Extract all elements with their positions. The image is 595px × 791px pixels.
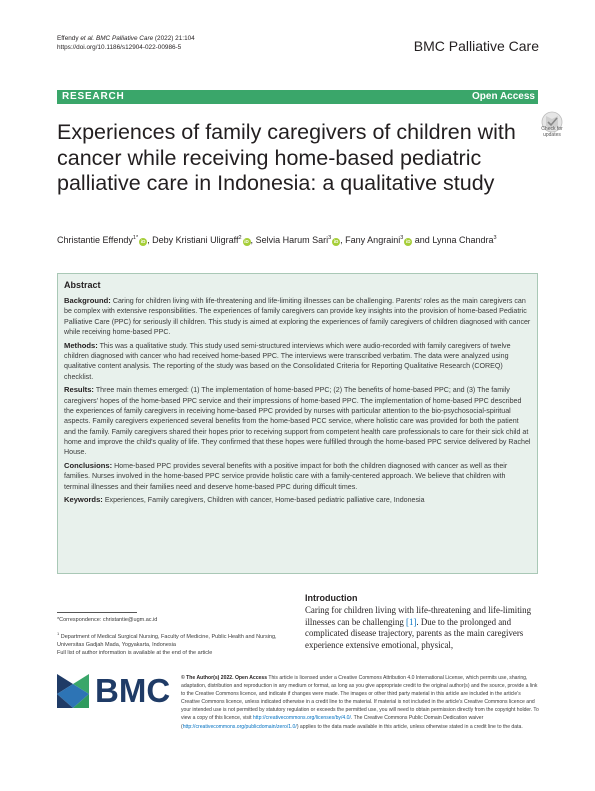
abstract-section-text: This was a qualitative study. This study used semi-structured interviews which were audio-recorded with family caregivers of twelve children diagnosed with cancer who had received home-based PPC. The interviews were transcribed verbatim. The data were analyzed using qualitative content analysis. The reporting of the study was based on the Consolidated Criteria for Reporting Qualitative Research (COREQ) checklist. bbox=[64, 341, 511, 381]
abstract-keywords bbox=[64, 495, 531, 505]
author-separator: and bbox=[412, 235, 433, 245]
abstract-conclusions bbox=[64, 461, 531, 492]
abstract-section-label: Keywords: bbox=[64, 495, 103, 505]
author-name[interactable]: Christantie Effendy bbox=[57, 235, 133, 245]
open-access-label: Open Access bbox=[472, 91, 535, 102]
author-separator: , bbox=[250, 235, 256, 245]
author-info-note: Full list of author information is available at the end of the article bbox=[57, 650, 213, 657]
doi-link[interactable]: https://doi.org/10.1186/s12904-022-00986-5 bbox=[57, 44, 182, 51]
introduction-text: Caring for children living with life-threatening and life-limiting illnesses can be challenging bbox=[305, 605, 532, 627]
affiliation-text: Department of Medical Surgical Nursing, Faculty of Medicine, Public Health and Nursing, Universitas Gadjah Mada, Yogyakarta, Indonesia bbox=[57, 633, 277, 649]
abstract-section-label: Conclusions: bbox=[64, 460, 113, 470]
abstract-methods bbox=[64, 341, 531, 382]
abstract-heading: Abstract bbox=[64, 280, 101, 290]
public-domain-link[interactable]: http://creativecommons.org/publicdomain/zero/1.0/ bbox=[182, 723, 297, 730]
author-affiliation-sup: 3 bbox=[400, 235, 404, 241]
license-body: This article is licensed under a Creative Commons Attribution 4.0 International License, which permits use, sharing, adaptation, distribution and reproduction in any medium or format, as long as you give appropriate credit to the original author(s) and the source, provide a link to the Creative Commons licence, and indicate if changes were made. The images or other third party material in this article are included in the article's Creative Commons licence, unless indicated otherwise in a credit line to the material. If material is not included in the article's Creative Commons licence and your intended use is not permitted by statutory regulation or exceeds the permitted use, you will need to obtain permission directly from the copyright holder. To view a copy of this licence, visit bbox=[181, 675, 539, 722]
citation-header bbox=[57, 34, 195, 52]
footnote-divider bbox=[57, 612, 137, 613]
affiliation-sup: 1 bbox=[57, 631, 60, 636]
bmc-logo-text: BMC bbox=[95, 672, 171, 709]
abstract-box bbox=[57, 273, 538, 574]
article-type-label: RESEARCH bbox=[62, 91, 125, 102]
author-affiliation-sup: 1* bbox=[132, 235, 139, 241]
author-affiliation-sup: 3 bbox=[493, 235, 497, 241]
abstract-section-text: Caring for children living with life-threatening and life-limiting illnesses can be challenging. Parents' roles as the main caregivers can be complex with extensive responsibilities. The experiences of family caregivers can provide key insights into the provision of home-based Pediatric Palliative Care (PPC) for seriously ill children. This study is aimed at exploring the experiences of family caregivers of children diagnosed with cancer while receiving home-based PPC. bbox=[64, 297, 531, 336]
author-name[interactable]: Deby Kristiani Uligraff bbox=[152, 235, 239, 245]
license-body: ) applies to the data made available in this article, unless otherwise stated in a credit line to the data. bbox=[296, 723, 523, 730]
abstract-background bbox=[64, 296, 531, 337]
abstract-section-text: Home-based PPC provides several benefits with a positive impact for both the children diagnosed with cancer as well as their families. Nurses involved in the home-based PPC service provide holistic care with a family-centered approach. We believe that children with terminal illnesses and their families need and deserve home-based PPC during difficult times. bbox=[64, 461, 508, 491]
citation-journal: et al. BMC Palliative Care bbox=[80, 35, 154, 42]
citation-line bbox=[57, 34, 195, 43]
abstract-section-label: Methods: bbox=[64, 340, 98, 350]
license-copyright: © The Author(s) 2022. Open Access bbox=[181, 675, 268, 681]
section-band bbox=[57, 90, 538, 104]
license-body: . The Creative Commons Public Domain Dedication waiver ( bbox=[181, 715, 484, 730]
author-name[interactable]: Lynna Chandra bbox=[432, 235, 494, 245]
citation-link[interactable]: [1] bbox=[406, 616, 417, 627]
orcid-icon[interactable]: iD bbox=[244, 239, 249, 244]
abstract-section-label: Results: bbox=[64, 385, 94, 395]
introduction-text: . Due to the prolonged and complicated disease trajectory, parents as the main caregivers experience extensive emotional, physical, bbox=[305, 616, 524, 650]
license-link[interactable]: http://creativecommons.org/licenses/by/4.0/ bbox=[252, 715, 351, 722]
abstract-section-label: Background: bbox=[64, 296, 111, 305]
author-affiliation-sup: 3 bbox=[328, 235, 332, 241]
abstract-results bbox=[64, 385, 531, 457]
check-for-updates-label: Check for updates bbox=[541, 126, 563, 138]
abstract-section-text: Three main themes emerged: (1) The implementation of home-based PPC; (2) The benefits of home-based PPC; and (3) The family caregivers' hopes of the home-based PPC service and their impressions of home-based PPC. The implementation of home-based PPC described the experiences of family caregivers in receiving home-based PPC provided by nurses with particular attention to the bio-psychosocial-spiritual aspects. Family caregivers experienced several benefits from the home-based PCC service, where holistic care was provided for both the patient and the family. Family caregivers shared their hopes prior to receiving support from competent health care professionals to care for their sick child at home and improve the child's quality of life. They confirmed that these hopes were fulfilled through the home-based PPC service delivered by Rachel House. bbox=[64, 386, 531, 457]
correspondence-note: *Correspondence: christantie@ugm.ac.id bbox=[57, 617, 158, 623]
author-separator: , bbox=[147, 235, 153, 245]
journal-name: BMC Palliative Care bbox=[413, 38, 539, 54]
citation-year-volume: (2022) 21:104 bbox=[153, 35, 195, 42]
bmc-logo bbox=[57, 674, 177, 708]
orcid-icon[interactable]: iD bbox=[333, 239, 339, 244]
introduction-paragraph bbox=[305, 605, 538, 651]
introduction-heading: Introduction bbox=[305, 593, 358, 603]
abstract-section-text: Experiences, Family caregivers, Children with cancer, Home-based pediatric palliative care, Indonesia bbox=[104, 496, 425, 505]
affiliation-note bbox=[57, 630, 292, 657]
author-name[interactable]: Selvia Harum Sari bbox=[255, 235, 329, 245]
license-text bbox=[181, 674, 539, 731]
article-title: Experiences of family caregivers of children with cancer while receiving home-based pediatric palliative care in Indonesia: a qualitative study bbox=[57, 120, 516, 196]
author-affiliation-sup: 2 bbox=[238, 235, 242, 241]
orcid-icon[interactable]: iD bbox=[406, 239, 411, 244]
bmc-logo-mark-icon bbox=[57, 674, 89, 708]
author-name[interactable]: Fany Angraini bbox=[345, 235, 401, 245]
author-list bbox=[57, 232, 497, 246]
author-separator: , bbox=[340, 235, 346, 245]
citation-authors: Effendy bbox=[57, 35, 81, 42]
orcid-icon[interactable]: iD bbox=[140, 239, 146, 244]
